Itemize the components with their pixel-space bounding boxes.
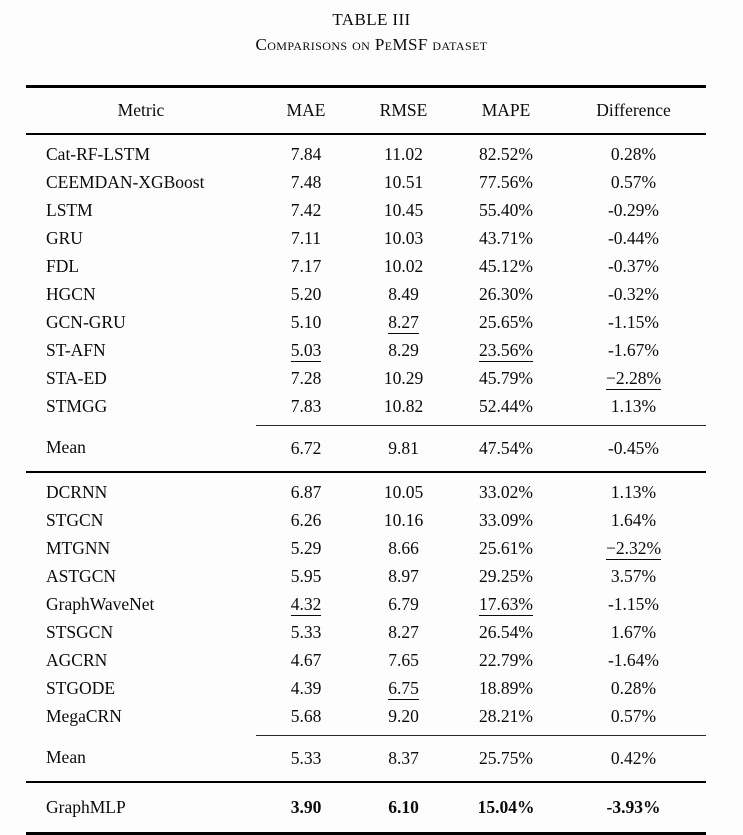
value-cell: 10.02 [383, 255, 424, 276]
table-row [26, 702, 706, 736]
value-cell: 1.67% [610, 621, 657, 642]
table-row [26, 280, 706, 308]
value-cell: 28.21% [479, 705, 533, 726]
metric-cell: STGCN [46, 509, 104, 530]
value-cell: 26.54% [479, 621, 533, 642]
table-row [26, 224, 706, 252]
value-cell: 5.33 [256, 736, 356, 783]
underlined-value: 6.75 [388, 677, 419, 698]
proposed-method-row [26, 782, 706, 834]
metric-cell: DCRNN [46, 481, 108, 502]
metric-cell: FDL [46, 255, 80, 276]
value-cell: 8.37 [356, 736, 451, 783]
value-cell [451, 590, 561, 618]
metric-cell: Cat-RF-LSTM [46, 143, 151, 164]
underlined-value: 4.32 [290, 593, 322, 614]
metric-cell: AGCRN [46, 649, 108, 670]
underlined-value: −2.32% [605, 537, 662, 558]
metric-cell: STGODE [46, 677, 116, 698]
value-cell: 77.56% [479, 171, 533, 192]
table-row [26, 134, 706, 168]
table-row [26, 618, 706, 646]
table-row [26, 506, 706, 534]
value-cell: 25.65% [479, 311, 533, 332]
metric-cell: ASTGCN [46, 565, 117, 586]
table-row [26, 534, 706, 562]
table-row [26, 562, 706, 590]
value-cell: 33.02% [479, 481, 533, 502]
underlined-value: 17.63% [479, 593, 533, 614]
metric-cell: GCN-GRU [46, 311, 126, 332]
value-cell [256, 590, 356, 618]
metric-cell: GraphMLP [26, 782, 256, 834]
value-cell: 1.13% [610, 395, 657, 416]
col-header-rmse: RMSE [379, 100, 428, 120]
value-cell [451, 336, 561, 364]
value-cell: 33.09% [479, 509, 533, 530]
value-cell: 7.42 [290, 199, 322, 220]
metric-cell: GraphWaveNet [46, 593, 155, 614]
value-cell: 5.29 [290, 537, 322, 558]
value-cell: 1.13% [610, 481, 657, 502]
metric-cell: STA-ED [46, 367, 107, 388]
value-cell: 10.16 [383, 509, 424, 530]
value-cell: 0.42% [561, 736, 706, 783]
underlined-value: 23.56% [479, 339, 533, 360]
comparison-table [26, 85, 706, 835]
value-cell: 10.03 [383, 227, 424, 248]
table-title: Comparisons on PeMSF dataset [255, 35, 488, 54]
value-cell [256, 336, 356, 364]
table-row [26, 646, 706, 674]
value-cell: 26.30% [479, 283, 533, 304]
col-header-difference: Difference [596, 100, 671, 120]
value-cell: -0.44% [607, 227, 660, 248]
value-cell [356, 674, 451, 702]
value-cell: 5.68 [290, 705, 322, 726]
table-row [26, 364, 706, 392]
metric-cell: Mean [26, 426, 256, 473]
value-cell: 10.45 [383, 199, 424, 220]
value-cell: 3.90 [256, 782, 356, 834]
value-cell: 10.51 [383, 171, 424, 192]
value-cell: -3.93% [561, 782, 706, 834]
value-cell: 43.71% [479, 227, 533, 248]
value-cell: 6.10 [356, 782, 451, 834]
value-cell: 3.57% [610, 565, 657, 586]
value-cell: 5.20 [290, 283, 322, 304]
underlined-value: −2.28% [605, 367, 662, 388]
value-cell: 10.82 [383, 395, 424, 416]
value-cell: 45.12% [479, 255, 533, 276]
value-cell: -1.15% [607, 593, 660, 614]
value-cell: 7.83 [290, 395, 322, 416]
value-cell: 7.11 [291, 227, 321, 248]
table-row [26, 590, 706, 618]
value-cell: 9.20 [388, 705, 419, 726]
value-cell: 18.89% [479, 677, 533, 698]
metric-cell: CEEMDAN-XGBoost [46, 171, 205, 192]
value-cell: 7.65 [388, 649, 419, 670]
value-cell: 6.26 [290, 509, 322, 530]
table-row [26, 308, 706, 336]
value-cell: 7.28 [290, 367, 322, 388]
value-cell: 7.48 [290, 171, 322, 192]
metric-cell: STSGCN [46, 621, 114, 642]
col-header-metric: Metric [117, 100, 165, 120]
value-cell: 22.79% [479, 649, 533, 670]
value-cell: 9.81 [356, 426, 451, 473]
value-cell: 8.27 [388, 621, 419, 642]
value-cell: 29.25% [479, 565, 533, 586]
mean-row [26, 426, 706, 473]
underlined-value: 5.03 [290, 339, 322, 360]
value-cell [561, 534, 706, 562]
value-cell: 7.84 [290, 143, 322, 164]
value-cell: -0.37% [607, 255, 660, 276]
value-cell: -0.45% [561, 426, 706, 473]
metric-cell: ST-AFN [46, 339, 106, 360]
table-row [26, 472, 706, 506]
value-cell: 6.72 [256, 426, 356, 473]
value-cell: 5.10 [290, 311, 322, 332]
metric-cell: LSTM [46, 199, 93, 220]
value-cell: 47.54% [451, 426, 561, 473]
value-cell: -0.32% [607, 283, 660, 304]
value-cell: 8.66 [388, 537, 419, 558]
value-cell: 1.64% [610, 509, 657, 530]
metric-cell: MTGNN [46, 537, 111, 558]
value-cell: 5.33 [290, 621, 322, 642]
value-cell: 8.97 [388, 565, 419, 586]
header-row [26, 87, 706, 135]
value-cell: 10.29 [383, 367, 424, 388]
value-cell: 8.29 [388, 339, 419, 360]
value-cell: 10.05 [383, 481, 424, 502]
table-row [26, 336, 706, 364]
value-cell: -1.67% [607, 339, 660, 360]
table-row [26, 252, 706, 280]
value-cell: 5.95 [290, 565, 322, 586]
value-cell: -1.15% [607, 311, 660, 332]
value-cell: 4.39 [290, 677, 322, 698]
metric-cell: STMGG [46, 395, 108, 416]
value-cell: 0.57% [610, 705, 657, 726]
value-cell: 0.28% [610, 677, 657, 698]
value-cell: 15.04% [451, 782, 561, 834]
metric-cell: MegaCRN [46, 705, 122, 726]
mean-row [26, 736, 706, 783]
metric-cell: GRU [46, 227, 83, 248]
table-number: TABLE III [332, 10, 411, 29]
col-header-mae: MAE [286, 100, 326, 120]
value-cell: 82.52% [479, 143, 533, 164]
value-cell: 8.49 [388, 283, 419, 304]
value-cell: 0.57% [610, 171, 657, 192]
value-cell: -1.64% [607, 649, 660, 670]
table-row [26, 196, 706, 224]
value-cell: 4.67 [290, 649, 322, 670]
value-cell: 55.40% [479, 199, 533, 220]
metric-cell: Mean [26, 736, 256, 783]
value-cell: 11.02 [384, 143, 423, 164]
underlined-value: 8.27 [388, 311, 419, 332]
value-cell: 45.79% [479, 367, 533, 388]
table-row [26, 674, 706, 702]
value-cell: 7.17 [290, 255, 322, 276]
value-cell: 6.87 [290, 481, 322, 502]
value-cell: 6.79 [388, 593, 419, 614]
value-cell: 52.44% [479, 395, 533, 416]
table-row [26, 392, 706, 426]
table-caption [0, 0, 743, 56]
value-cell: 25.61% [479, 537, 533, 558]
metric-cell: HGCN [46, 283, 96, 304]
value-cell: 25.75% [451, 736, 561, 783]
value-cell [561, 364, 706, 392]
value-cell: -0.29% [607, 199, 660, 220]
col-header-mape: MAPE [481, 100, 531, 120]
value-cell: 0.28% [610, 143, 657, 164]
value-cell [356, 308, 451, 336]
table-row [26, 168, 706, 196]
